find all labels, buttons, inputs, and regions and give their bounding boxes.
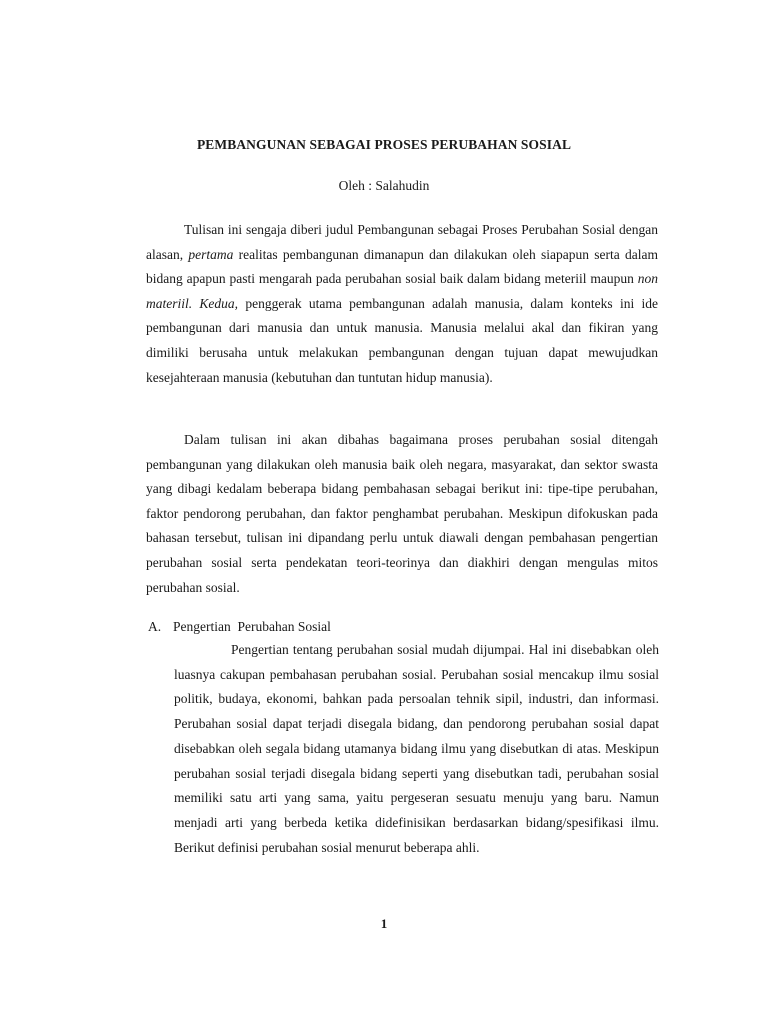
document-title: PEMBANGUNAN SEBAGAI PROSES PERUBAHAN SOSIAL	[196, 137, 572, 152]
text-run: Tulisan ini sengaja diberi judul Pembangunan sebagai Proses Perubahan Sosial dengan alasan,	[146, 222, 658, 262]
paragraph-overview: Dalam tulisan ini akan dibahas bagaimana proses perubahan sosial ditengah pembangunan yang dilakukan oleh manusia baik oleh negara, masyarakat, dan sektor swasta yang dibagi kedalam beberapa bidang pembahasan sebagai berikut ini: tipe-tipe perubahan, faktor pendorong perubahan, dan faktor penghambat perubahan. Meskipun difokuskan pada bahasan tersebut, tulisan ini dipandang perlu untuk diawali dengan pembahasan pengertian perubahan sosial serta pendekatan teori-teorinya dan diakhiri dengan mengulas mitos perubahan sosial.	[146, 432, 658, 595]
italic-run: pertama	[188, 246, 234, 262]
document-author: Oleh : Salahudin	[338, 178, 430, 193]
page-number: 1	[380, 916, 388, 931]
section-letter: A.	[148, 619, 162, 634]
text-run: realitas pembangunan dimanapun dan dilakukan oleh siapapun serta dalam bidang apapun pasti mengarah pada perubahan sosial baik dalam bidang meteriil maupun	[146, 246, 658, 287]
text-run: penggerak utama pembangunan adalah manusia, dalam konteks ini ide pembangunan dari manusia dan untuk manusia. Manusia melalui akal dan fikiran yang dimiliki berusaha untuk melakukan pembangunan dengan tujuan dapat mewujudkan kesejahteraan manusia (kebutuhan dan tuntutan hidup manusia).	[146, 295, 658, 385]
section-body: Pengertian tentang perubahan sosial mudah dijumpai. Hal ini disebabkan oleh luasnya cakupan pembahasan perubahan sosial. Perubahan sosial mencakup ilmu sosial politik, budaya, ekonomi, bahkan pada persoalan tehnik sipil, industri, dan informasi. Perubahan sosial dapat terjadi disegala bidang, dan pendorong perubahan sosial dapat disebabkan oleh segala bidang utamanya bidang ilmu yang disebutkan di atas. Meskipun perubahan sosial terjadi disegala bidang seperti yang disebutkan tadi, perubahan sosial memiliki satu arti yang sama, yaitu pergeseran sesuatu menuju yang baru. Namun menjadi arti yang berbeda ketika didefinisikan berdasarkan bidang/spesifikasi ilmu. Berikut definisi perubahan sosial menurut beberapa ahli.	[174, 642, 659, 855]
italic-run: non materiil. Kedua,	[146, 271, 658, 311]
section-title: Pengertian Perubahan Sosial	[173, 619, 331, 634]
paragraph-intro	[146, 218, 658, 390]
section-heading	[148, 616, 331, 638]
